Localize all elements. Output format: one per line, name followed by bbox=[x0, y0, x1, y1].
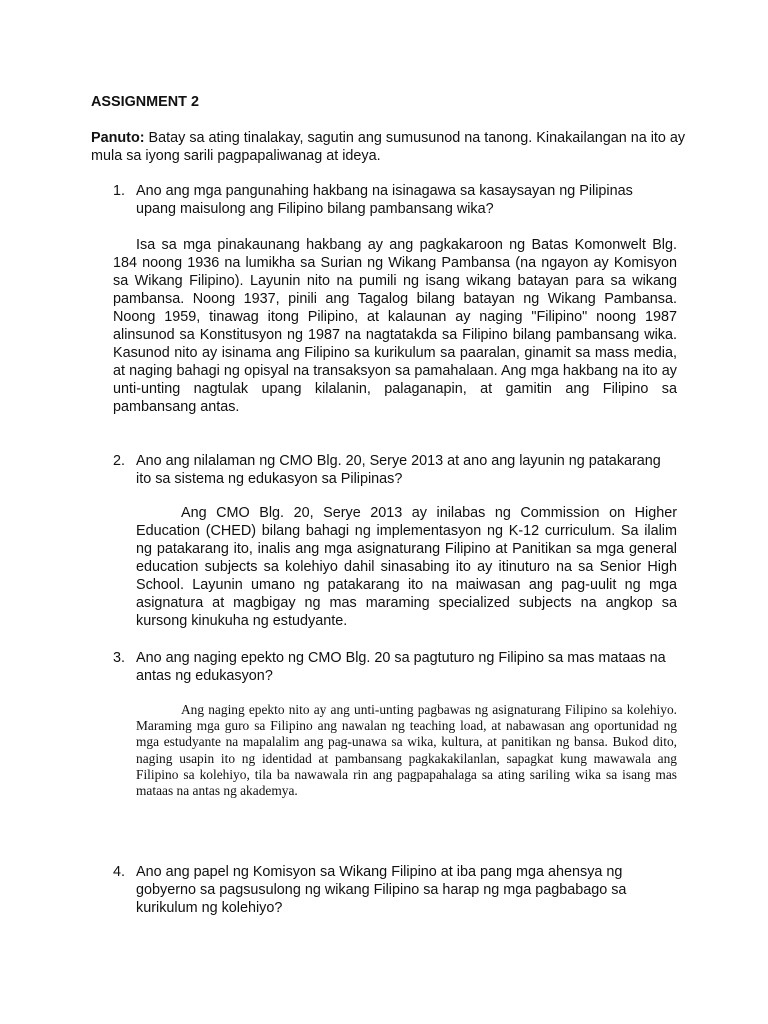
question-number: 1. bbox=[113, 183, 126, 199]
question-text: Ano ang papel ng Komisyon sa Wikang Filipino at iba pang mga ahensya ng gobyerno sa pagsusulong ng wikang Filipino sa harap ng mga pagbabago sa kurikulum ng kolehiyo? bbox=[136, 864, 627, 916]
question-number: 2. bbox=[113, 453, 126, 469]
question-text: Ano ang mga pangunahing hakbang na isinagawa sa kasaysayan ng Pilipinas upang maisulong ang Filipino bilang pambansang wika? bbox=[136, 183, 633, 217]
instructions-text: Batay sa ating tinalakay, sagutin ang sumusunod na tanong. Kinakailangan na ito ay mula sa iyong sarili pagpapaliwanag at ideya. bbox=[91, 130, 686, 164]
question-1 bbox=[113, 182, 673, 218]
question-2 bbox=[113, 452, 673, 488]
question-text: Ano ang nilalaman ng CMO Blg. 20, Serye 2013 at ano ang layunin ng patakarang ito sa sistema ng edukasyon sa Pilipinas? bbox=[136, 453, 661, 487]
question-3 bbox=[113, 649, 673, 685]
assignment-title: ASSIGNMENT 2 bbox=[91, 94, 199, 110]
question-number: 3. bbox=[113, 650, 126, 666]
question-4 bbox=[113, 863, 673, 917]
question-number: 4. bbox=[113, 864, 126, 880]
instructions-paragraph bbox=[91, 129, 691, 165]
question-text: Ano ang naging epekto ng CMO Blg. 20 sa pagtuturo ng Filipino sa mas mataas na antas ng edukasyon? bbox=[136, 650, 666, 684]
answer-3: Ang naging epekto nito ay ang unti-unting pagbawas ng asignaturang Filipino sa kolehiyo. Maraming mga guro sa Filipino ang nawalan ng teaching load, at nabawasan ang oportunidad ng mga estudyante na mapalalim ang pag-unawa sa wika, kultura, at panitikan ng bansa. Bukod dito, naging usapin ito ng identidad at pambansang pagkakakilanlan, sapagkat kung mawawala ang Filipino sa kolehiyo, tila ba nawawala rin ang pagpapahalaga sa ating sariling wika sa isang mas mataas na antas ng akademya. bbox=[136, 702, 677, 799]
instructions-label: Panuto: bbox=[91, 130, 145, 146]
answer-1: Isa sa mga pinakaunang hakbang ay ang pagkakaroon ng Batas Komonwelt Blg. 184 noong 1936 na lumikha sa Surian ng Wikang Pambansa (na ngayon ay Komisyon sa Wikang Filipino). Layunin nito na pumili ng isang wikang batayan para sa wikang pambansa. Noong 1937, pinili ang Tagalog bilang batayan ng Wikang Pambansa. Noong 1959, tinawag itong Pilipino, at kalaunan ay naging "Filipino" noong 1987 alinsunod sa Konstitusyon ng 1987 na nagtatakda sa Filipino bilang pambansang wika. Kasunod nito ay isinama ang Filipino sa kurikulum sa paaralan, ginamit sa mass media, at naging bahagi ng opisyal na transaksyon sa pamahalaan. Ang mga hakbang na ito ay unti-unting nagtulak upang kilalanin, palaganapin, at gamitin ang Filipino sa pambansang antas. bbox=[113, 237, 677, 415]
answer-2: Ang CMO Blg. 20, Serye 2013 ay inilabas ng Commission on Higher Education (CHED) bilang bahagi ng implementasyon ng K-12 curriculum. Sa ilalim ng patakarang ito, inalis ang mga asignaturang Filipino at Panitikan sa mga general education subjects sa kolehiyo dahil sinasabing ito ay itinuturo na sa Senior High School. Layunin umano ng patakarang ito na maiwasan ang pag-uulit ng mga asignatura at magbigay ng mas maraming specialized subjects na angkop sa kursong kinukuha ng estudyante. bbox=[136, 505, 677, 629]
